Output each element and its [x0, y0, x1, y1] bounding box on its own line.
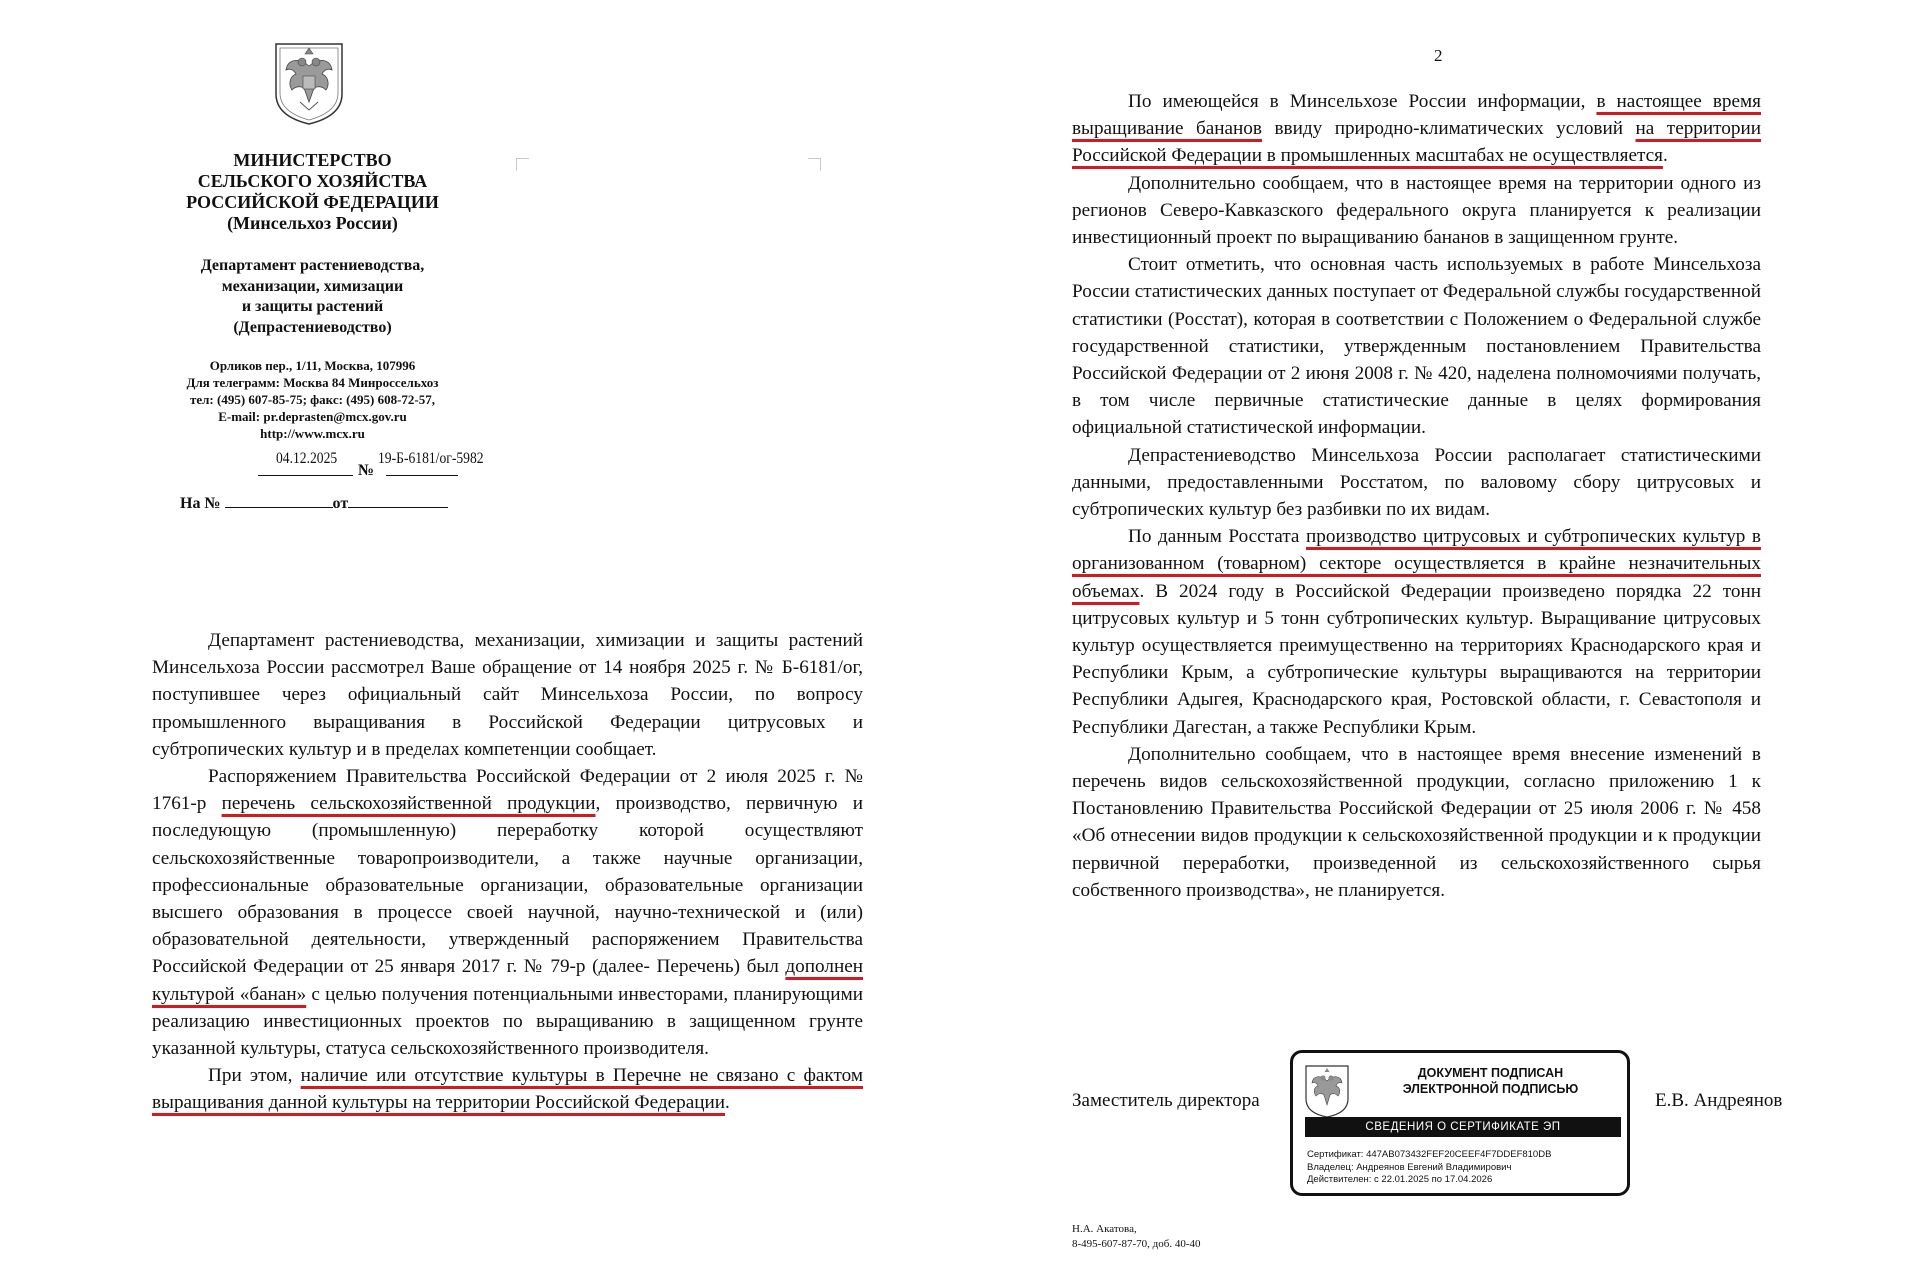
contact-block	[150, 357, 475, 442]
certificate-validity: Действителен: с 22.01.2025 по 17.04.2026	[1307, 1174, 1493, 1185]
text: , производство, первичную и последующую (промышленную) переработку которой осуществляют сельскохозяйственные товаропроизводители, а также научные организации, профессиональные образовательные организации, образовательные организации высшего образования в процессе своей научной, научно-технической и (или) образовательной деятельности, утвержденный распоряжением Правительства Российской Федерации от 25 января 2017 г. № 79-р (далее- Перечень) был	[152, 793, 863, 978]
ministry-name	[150, 150, 475, 234]
page-2	[950, 0, 1905, 1283]
ministry-line: СЕЛЬСКОГО ХОЗЯЙСТВА	[197, 171, 428, 191]
text: При этом,	[208, 1065, 301, 1087]
department-line: (Депрастениеводство)	[233, 318, 392, 336]
text: По имеющейся в Минсельхозе России информации,	[1128, 91, 1597, 112]
number-label: №	[358, 462, 375, 479]
reference-label: На №	[180, 495, 221, 512]
paragraph	[152, 627, 863, 763]
certificate-owner: Владелец: Андреянов Евгений Владимирович	[1307, 1161, 1512, 1173]
text: Стоит отметить, что основная часть используемых в работе Минсельхоза России статистических данных поступает от Федеральной службы государственной статистики (Росстат), которая в соответствии с Положением о Федеральной службе государственной статистики, утвержденным постановлением Правительства Российской Федерации от 2 июня 2008 г. № 420, наделена полномочиями получать, в том числе первичные статистические данные в целях формирования официальной статистической информации.	[1072, 254, 1761, 439]
text: Депрастениеводство Минсельхоза России располагает статистическими данными, предоставленными Росстатом, по валовому сбору цитрусовых и субтропических культур без разбивки по их видам.	[1072, 444, 1761, 521]
paragraph	[1072, 442, 1761, 524]
ministry-line: (Минсельхоз России)	[227, 213, 398, 233]
executor-phone: 8-495-607-87-70, доб. 40-40	[1072, 1238, 1201, 1250]
reference-row	[180, 494, 448, 513]
paragraph	[1072, 88, 1761, 170]
text: Дополнительно сообщаем, что в настоящее время внесение изменений в перечень видов сельскохозяйственной продукции, согласно приложению 1 к Постановлению Правительства Российской Федерации от 25 июля 2006 г. № 458 «Об отнесении видов продукции к сельскохозяйственной продукции и к продукции первичной переработки, произведенной из сельскохозяйственного сырья собственного производства», не планируется.	[1072, 743, 1761, 901]
signatory-name: Е.В. Андреянов	[1655, 1090, 1783, 1111]
paragraph	[1072, 741, 1761, 904]
stamp-title-line: ЭЛЕКТРОННОЙ ПОДПИСЬЮ	[1402, 1082, 1579, 1096]
certificate-details	[1307, 1149, 1551, 1187]
email-line: E-mail: pr.deprasten@mcx.gov.ru	[218, 409, 407, 424]
paragraph	[152, 1062, 863, 1116]
signatory-role: Заместитель директора	[1072, 1090, 1260, 1111]
page-1	[0, 0, 950, 1283]
date-line	[258, 475, 353, 476]
stamp-title	[1363, 1065, 1618, 1097]
department-name	[150, 256, 475, 338]
paragraph	[1072, 170, 1761, 252]
reference-from-label: от	[332, 495, 349, 512]
telegram-line: Для телеграмм: Москва 84 Минроссельхоз	[186, 375, 439, 390]
phone-line: тел: (495) 607-85-75; факс: (495) 608-72-57,	[189, 392, 435, 407]
executor-name: Н.А. Акатова,	[1072, 1223, 1137, 1235]
registration-date: 04.12.2025	[276, 450, 338, 467]
coat-of-arms-icon	[272, 40, 346, 126]
highlighted-text: дополнен культурой «банан»	[152, 956, 863, 1005]
reference-blank	[225, 494, 333, 508]
paragraph	[152, 763, 863, 1062]
text: с целью получения потенциальными инвесторами, планирующими реализацию инвестиционных проектов по выращиванию в защищенном грунте указанной культуры, статуса сельскохозяйственного производителя.	[152, 983, 863, 1060]
electronic-signature-stamp	[1290, 1050, 1630, 1196]
text: Распоряжением Правительства Российской Федерации от 2 июля 2025 г. № 1761-р	[152, 766, 863, 815]
address-window-corner	[516, 158, 529, 171]
text: ввиду природно-климатических условий	[1261, 118, 1636, 140]
certificate-number: Сертификат: 447AB073432FEF20CEEF4F7DDEF810DB	[1307, 1149, 1552, 1160]
highlighted-text: в настоящее время выращивание бананов	[1072, 91, 1761, 140]
registration-number: 19-Б-6181/ог-5982	[378, 450, 484, 467]
text: .	[1662, 145, 1668, 167]
address-line: Орликов пер., 1/11, Москва, 107996	[209, 358, 416, 373]
department-line: и защиты растений	[241, 298, 384, 315]
executor-info	[1072, 1222, 1201, 1252]
text: Дополнительно сообщаем, что в настоящее время на территории одного из регионов Северо-Кавказского федерального округа планируется к реализации инвестиционный проект по выращиванию бананов в защищенном грунте.	[1072, 172, 1761, 249]
letter-body	[1072, 88, 1761, 904]
highlighted-text: перечень сельскохозяйственной продукции	[221, 793, 596, 815]
paragraph	[1072, 523, 1761, 741]
ministry-line: МИНИСТЕРСТВО	[233, 150, 392, 170]
coat-of-arms-icon	[1303, 1063, 1351, 1119]
text: Департамент растениеводства, механизации, химизации и защиты растений Минсельхоза России рассмотрел Ваше обращение от 14 ноября 2025 г. № Б-6181/ог, поступившее через официальный сайт Минсельхоза России, по вопросу промышленного выращивания в Российской Федерации цитрусовых и субтропических культур и в пределах компетенции сообщает.	[152, 630, 863, 760]
address-window-corner	[808, 158, 821, 171]
highlighted-text: производство цитрусовых и субтропических культур в организованном (товарном) секторе осуществляется в крайне незначительных объемах	[1072, 526, 1761, 602]
letter-body	[152, 627, 863, 1117]
text: .	[725, 1092, 730, 1114]
highlighted-text: на территории Российской Федерации в промышленных масштабах не осуществляется	[1072, 118, 1762, 167]
department-line: механизации, химизации	[221, 277, 404, 295]
highlighted-text: наличие или отсутствие культуры в Перечне не связано с фактом выращивания данной культуры на территории Российской Федерации	[152, 1065, 863, 1114]
website-line: http://www.mcx.ru	[260, 426, 365, 441]
ministry-line: РОССИЙСКОЙ ФЕДЕРАЦИИ	[186, 192, 439, 212]
paragraph	[1072, 251, 1761, 441]
page-number: 2	[1434, 46, 1443, 65]
stamp-title-line: ДОКУМЕНТ ПОДПИСАН	[1417, 1066, 1564, 1080]
text: . В 2024 году в Российской Федерации произведено порядка 22 тонн цитрусовых культур и 5 тонн субтропических культур. Выращивание цитрусовых культур осуществляется преимущественно на территориях Краснодарского края и Республики Крым, а субтропические культуры выращиваются на территории Республики Адыгея, Краснодарского края, Ростовской области, г. Севастополя и Республики Дагестан, а также Республики Крым.	[1072, 580, 1761, 738]
certificate-info-bar: СВЕДЕНИЯ О СЕРТИФИКАТЕ ЭП	[1305, 1117, 1621, 1137]
text: По данным Росстата	[1128, 526, 1306, 548]
department-line: Департамент растениеводства,	[200, 257, 425, 274]
reference-date-blank	[348, 494, 448, 508]
number-line	[386, 475, 458, 476]
